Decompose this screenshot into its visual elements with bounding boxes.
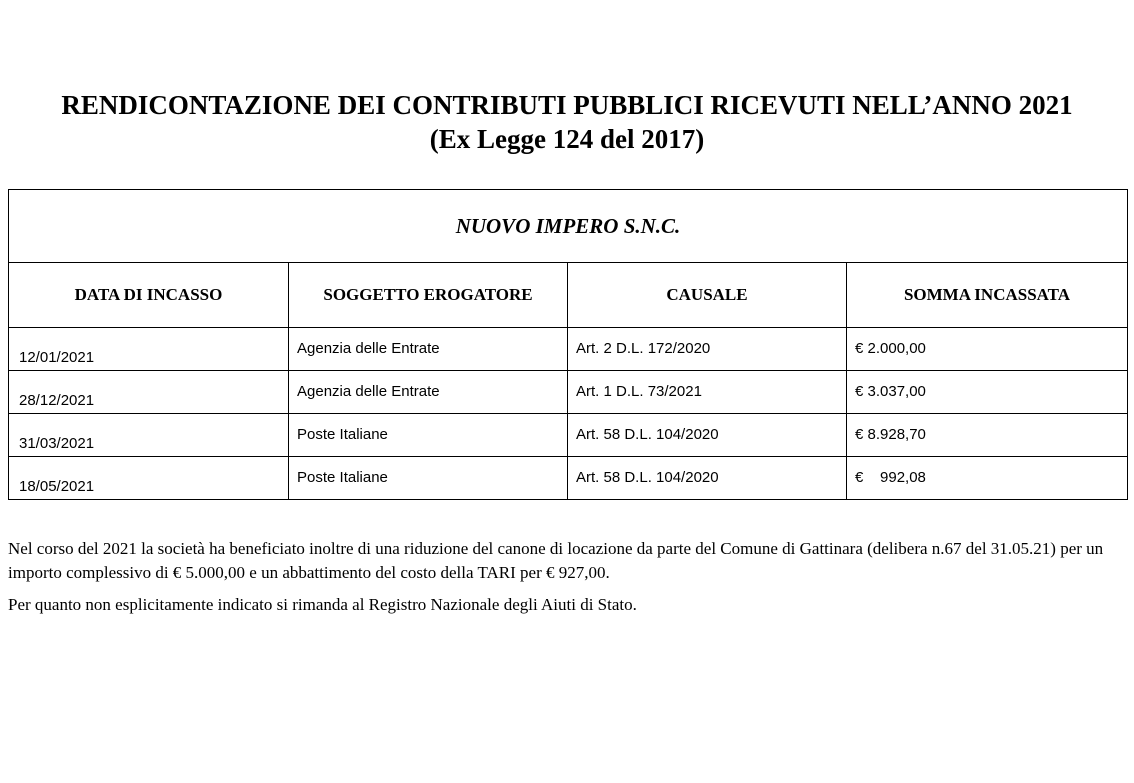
note-paragraph: Nel corso del 2021 la società ha beneficiato inoltre di una riduzione del canone di locazione da parte del Comune di Gattinara (delibera n.67 del 31.05.21) per un importo complessivo di € 5.000,00 e un abbattimento del costo della TARI per € 927,00. xyxy=(8,539,1104,582)
reason-text: Art. 2 D.L. 172/2020 xyxy=(576,340,711,357)
title-line-2: (Ex Legge 124 del 2017) xyxy=(429,124,705,154)
payer-text: Poste Italiane xyxy=(297,469,388,486)
amount-cell xyxy=(847,328,1128,371)
date-cell xyxy=(9,328,289,371)
amount-cell xyxy=(847,371,1128,414)
contributions-table xyxy=(8,189,1128,500)
header-row xyxy=(9,263,1128,328)
date-text: 28/12/2021 xyxy=(19,392,95,409)
amount-cell xyxy=(847,414,1128,457)
company-row xyxy=(9,190,1128,263)
reason-cell xyxy=(568,457,847,500)
payer-cell xyxy=(289,414,568,457)
note-paragraph: Per quanto non esplicitamente indicato si rimanda al Registro Nazionale degli Aiuti di Stato. xyxy=(8,595,637,614)
reason-cell xyxy=(568,414,847,457)
company-name: NUOVO IMPERO S.N.C. xyxy=(9,190,1128,263)
amount-text: € 3.037,00 xyxy=(855,383,926,400)
amount-text: € 8.928,70 xyxy=(855,426,926,443)
date-cell xyxy=(9,414,289,457)
title-line-1: RENDICONTAZIONE DEI CONTRIBUTI PUBBLICI RICEVUTI NELL’ANNO 2021 xyxy=(61,90,1073,120)
document-title xyxy=(0,88,1134,156)
payer-cell xyxy=(289,457,568,500)
payer-cell xyxy=(289,371,568,414)
table-row xyxy=(9,371,1128,414)
date-cell xyxy=(9,371,289,414)
payer-cell xyxy=(289,328,568,371)
table-row xyxy=(9,328,1128,371)
table-row xyxy=(9,457,1128,500)
reason-cell xyxy=(568,328,847,371)
reason-text: Art. 58 D.L. 104/2020 xyxy=(576,469,719,486)
table-row xyxy=(9,414,1128,457)
amount-cell xyxy=(847,457,1128,500)
reason-text: Art. 1 D.L. 73/2021 xyxy=(576,383,702,400)
notes-section xyxy=(8,537,1126,625)
payer-text: Agenzia delle Entrate xyxy=(297,340,440,357)
date-text: 12/01/2021 xyxy=(19,349,95,366)
date-text: 18/05/2021 xyxy=(19,478,95,495)
reason-text: Art. 58 D.L. 104/2020 xyxy=(576,426,719,443)
header-payer: SOGGETTO EROGATORE xyxy=(289,263,568,328)
amount-text: € 2.000,00 xyxy=(855,340,926,357)
header-date: DATA DI INCASSO xyxy=(9,263,289,328)
payer-text: Poste Italiane xyxy=(297,426,388,443)
amount-text: € 992,08 xyxy=(855,469,926,486)
reason-cell xyxy=(568,371,847,414)
payer-text: Agenzia delle Entrate xyxy=(297,383,440,400)
header-amount: SOMMA INCASSATA xyxy=(847,263,1128,328)
header-reason: CAUSALE xyxy=(568,263,847,328)
date-cell xyxy=(9,457,289,500)
date-text: 31/03/2021 xyxy=(19,435,95,452)
